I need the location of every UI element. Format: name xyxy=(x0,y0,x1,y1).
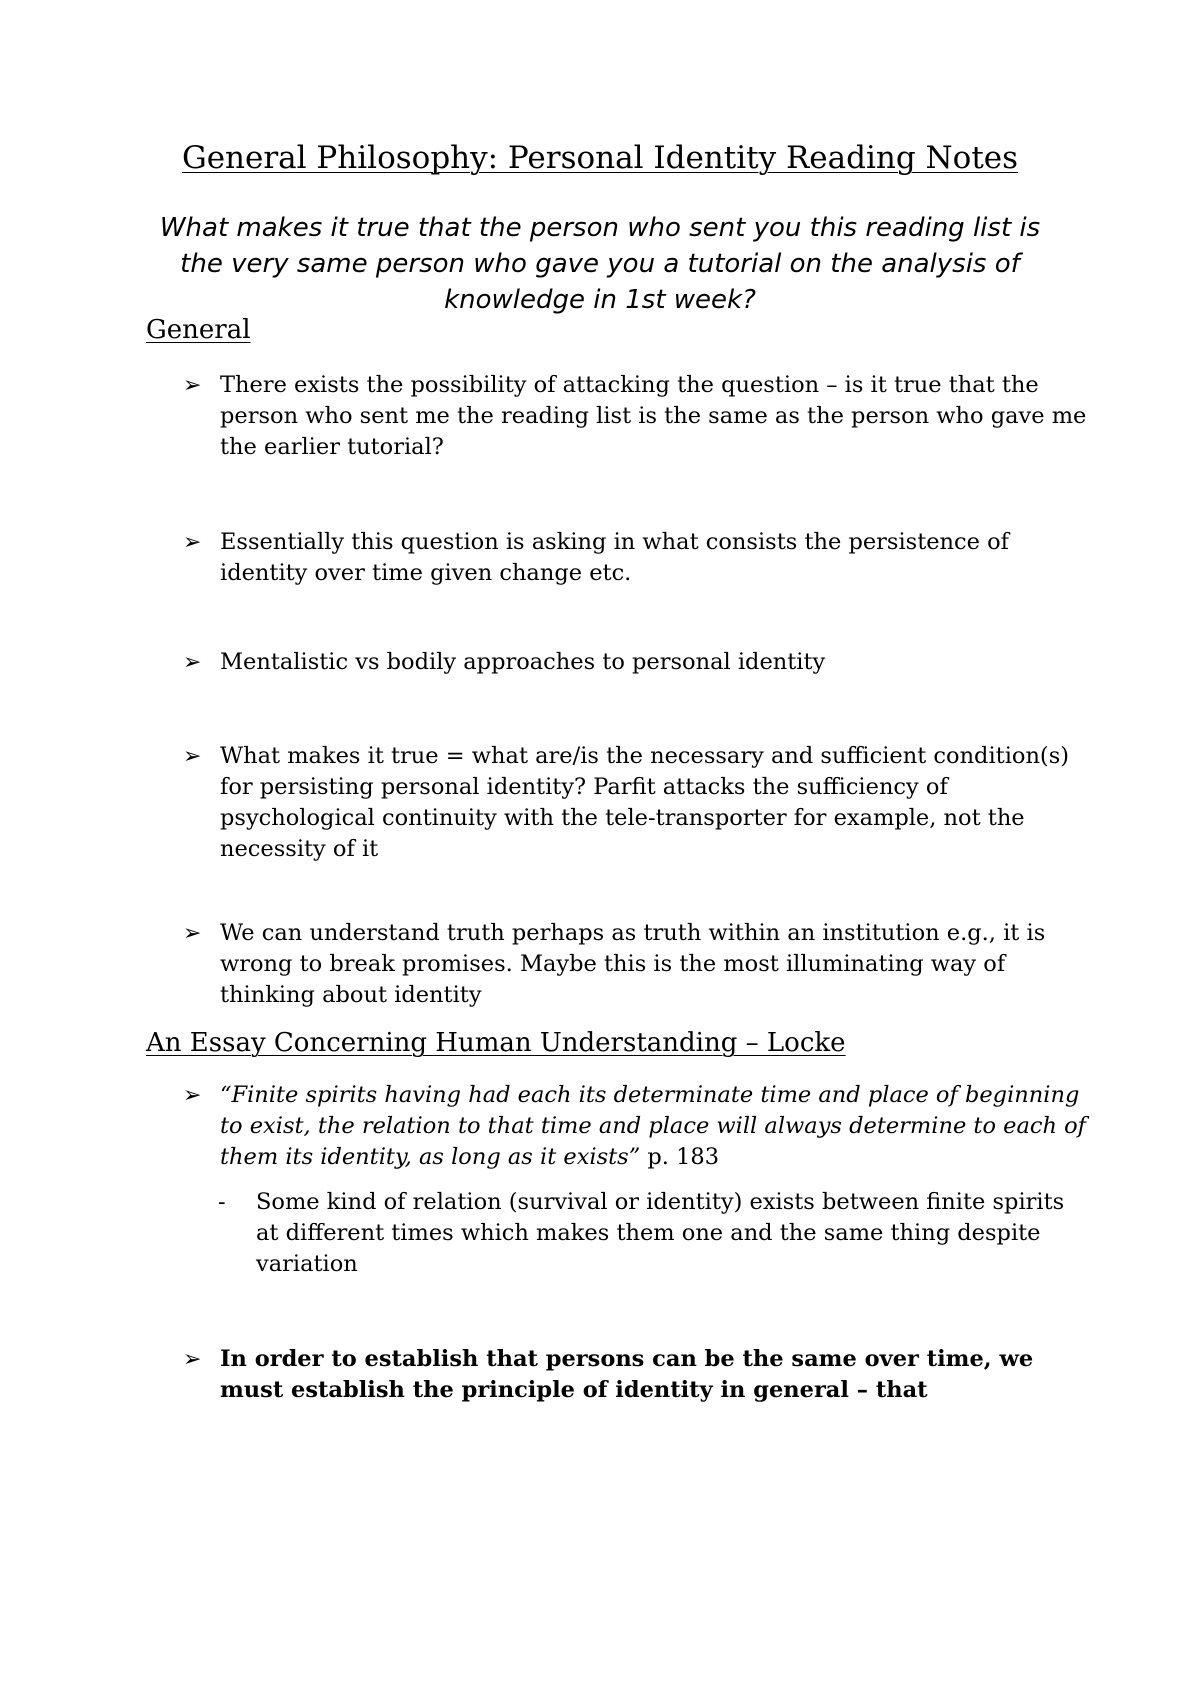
page-reference: p. 183 xyxy=(640,1144,720,1170)
dash-bullet: - xyxy=(218,1189,226,1215)
arrow-bullet-icon: ➢ xyxy=(183,373,202,398)
list-item: Mentalistic vs bodily approaches to personal identity xyxy=(220,649,826,675)
arrow-bullet-icon: ➢ xyxy=(183,1347,202,1372)
locke-quote-item xyxy=(220,1080,1100,1173)
document-title: General Philosophy: Personal Identity Reading Notes xyxy=(181,140,1019,176)
guiding-question: What makes it true that the person who sent you this reading list is the very same person who gave you a tutorial on the analysis of knowledge in 1st week? xyxy=(159,213,1041,315)
arrow-bullet-icon: ➢ xyxy=(183,921,202,946)
arrow-bullet-icon: ➢ xyxy=(183,744,202,769)
list-item: What makes it true = what are/is the necessary and sufficient condition(s) for persisting personal identity? Parfit attacks the sufficiency of psychological continuity with the tele-transporter for example, not the necessity of it xyxy=(220,743,1070,862)
list-item: Essentially this question is asking in what consists the persistence of identity over time given change etc. xyxy=(220,529,1009,586)
arrow-bullet-icon: ➢ xyxy=(183,650,202,675)
arrow-bullet-icon: ➢ xyxy=(183,530,202,555)
list-item: We can understand truth perhaps as truth within an institution e.g., it is wrong to break promises. Maybe this is the most illuminating way of thinking about identity xyxy=(220,920,1046,1008)
list-item: There exists the possibility of attacking the question – is it true that the person who sent me the reading list is the same as the person who gave me the earlier tutorial? xyxy=(220,372,1087,460)
bold-list-item: In order to establish that persons can be the same over time, we must establish the principle of identity in general – that xyxy=(220,1346,1034,1403)
locke-quote: “Finite spirits having had each its determinate time and place of beginning to exist, the relation to that time and place will always determine to each of them its identity, as long as it exists” xyxy=(220,1082,1087,1170)
section-heading-locke: An Essay Concerning Human Understanding – Locke xyxy=(146,1028,846,1058)
arrow-bullet-icon: ➢ xyxy=(183,1083,202,1108)
sub-list-item: Some kind of relation (survival or identity) exists between finite spirits at different times which makes them one and the same thing despite variation xyxy=(256,1189,1065,1277)
section-heading-general: General xyxy=(146,315,251,345)
